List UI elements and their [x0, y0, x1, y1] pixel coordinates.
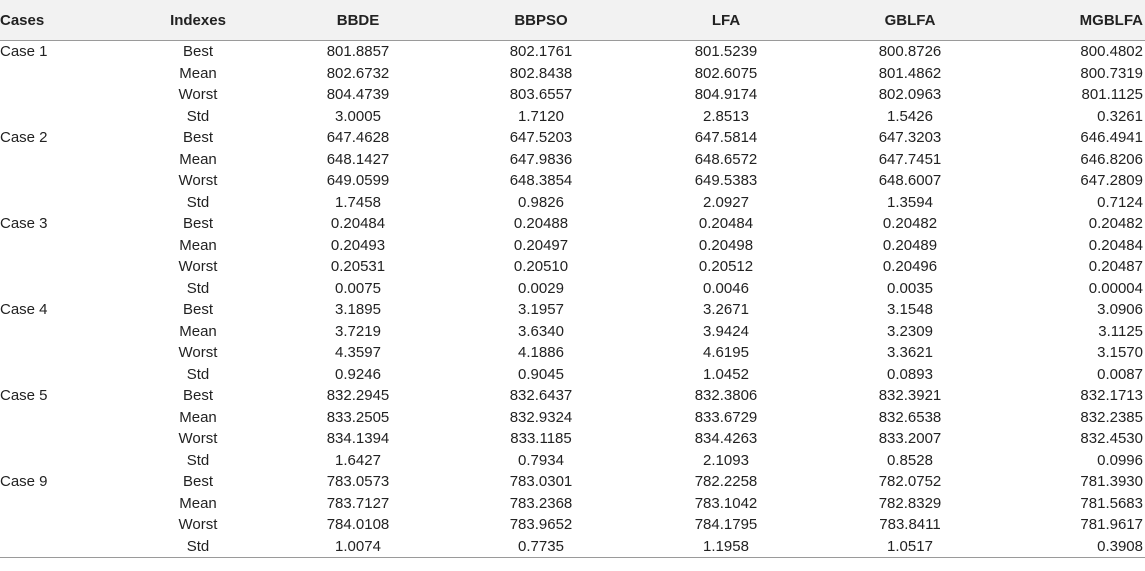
cell-indexes: Worst: [178, 344, 218, 362]
cell-bbpso: 832.9324: [509, 408, 573, 426]
table-row: [0, 428, 1145, 450]
table-row: [0, 192, 1145, 214]
cell-cases: [0, 192, 128, 214]
cell-bbpso: 3.6340: [518, 322, 564, 340]
table-row: [0, 342, 1145, 364]
table-row: [0, 149, 1145, 171]
cell-cases: [0, 256, 128, 278]
cell-bbde: 1.7458: [335, 193, 381, 211]
cell-cases: [0, 450, 128, 472]
cell-bbde: 784.0108: [326, 516, 390, 534]
cell-bbpso: 1.7120: [518, 107, 564, 125]
cell-lfa: 0.20484: [698, 215, 754, 233]
cell-gblfa: 3.1548: [887, 301, 933, 319]
cell-lfa: 0.0046: [703, 279, 749, 297]
cell-gblfa: 1.3594: [887, 193, 933, 211]
cell-mgblfa: 0.0996: [1097, 451, 1143, 469]
table-row: [0, 493, 1145, 515]
cell-indexes: Std: [186, 107, 210, 125]
table-row: [0, 407, 1145, 429]
cell-lfa: 648.6572: [694, 150, 758, 168]
cell-mgblfa: 646.4941: [1080, 129, 1143, 147]
cell-mgblfa: 832.2385: [1080, 408, 1143, 426]
cell-gblfa: 0.20489: [882, 236, 938, 254]
table-row: [0, 514, 1145, 536]
table-row: [0, 106, 1145, 128]
cell-cases: [0, 428, 128, 450]
header-row: [0, 0, 1145, 41]
cell-lfa: 2.0927: [703, 193, 749, 211]
cell-bbpso: 0.0029: [518, 279, 564, 297]
cell-lfa: 649.5383: [694, 172, 758, 190]
cell-gblfa: 0.0035: [887, 279, 933, 297]
cell-indexes: Mean: [179, 322, 217, 340]
cell-indexes: Mean: [179, 150, 217, 168]
cell-mgblfa: 3.1570: [1097, 344, 1143, 362]
cell-bbpso: 833.1185: [510, 430, 572, 448]
table-row: [0, 127, 1145, 149]
cell-bbpso: 783.2368: [509, 494, 573, 512]
table-row: [0, 63, 1145, 85]
cell-bbpso: 647.9836: [509, 150, 573, 168]
cell-lfa: 2.8513: [703, 107, 749, 125]
cell-bbde: 4.3597: [335, 344, 381, 362]
cell-mgblfa: 781.5683: [1080, 494, 1143, 512]
cell-bbpso: 3.1957: [518, 301, 564, 319]
cell-bbde: 0.9246: [335, 365, 381, 383]
cell-bbpso: 0.7934: [518, 451, 564, 469]
cell-indexes: Std: [186, 193, 210, 211]
cell-cases: [0, 321, 128, 343]
cell-mgblfa: 0.3908: [1002, 536, 1145, 558]
table-row: [0, 235, 1145, 257]
table-row: [0, 256, 1145, 278]
cell-bbde: 647.4628: [326, 129, 390, 147]
column-header-indexes: Indexes: [128, 0, 268, 41]
cell-cases: [0, 278, 128, 300]
cell-indexes: Std: [186, 365, 210, 383]
cell-mgblfa: 0.3261: [1097, 107, 1143, 125]
cell-bbpso: 802.1761: [509, 43, 573, 61]
cell-indexes: Worst: [178, 86, 218, 104]
cell-cases: [0, 493, 128, 515]
cell-lfa: 784.1795: [694, 516, 758, 534]
cell-bbde: 1.0074: [268, 536, 448, 558]
cell-lfa: 0.20512: [698, 258, 754, 276]
column-header-gblfa: GBLFA: [818, 0, 1002, 41]
cell-bbde: 833.2505: [326, 408, 390, 426]
cell-mgblfa: 3.1125: [1098, 322, 1143, 340]
cell-bbpso: 832.6437: [509, 387, 573, 405]
cell-lfa: 834.4263: [694, 430, 758, 448]
cell-gblfa: 833.2007: [878, 430, 942, 448]
cell-lfa: 1.0452: [703, 365, 749, 383]
cell-gblfa: 782.8329: [878, 494, 942, 512]
cell-lfa: 804.9174: [694, 86, 758, 104]
cell-indexes: Best: [182, 473, 213, 491]
cell-bbpso: 783.0301: [509, 473, 573, 491]
cell-bbde: 0.20493: [330, 236, 386, 254]
cell-indexes: Best: [182, 129, 213, 147]
cell-bbpso: 802.8438: [509, 64, 573, 82]
cell-indexes: Best: [182, 387, 213, 405]
cell-mgblfa: 0.7124: [1097, 193, 1143, 211]
cell-bbde: 0.20531: [330, 258, 386, 276]
cell-gblfa: 0.20482: [882, 215, 938, 233]
table-row: [0, 385, 1145, 407]
table-row: [0, 299, 1145, 321]
cell-bbpso: 4.1886: [518, 344, 564, 362]
cell-mgblfa: 800.7319: [1080, 64, 1143, 82]
cell-bbpso: 0.20488: [513, 215, 569, 233]
cell-bbde: 802.6732: [326, 64, 390, 82]
cell-lfa: 1.1958: [634, 536, 818, 558]
cell-bbpso: 0.20497: [513, 236, 569, 254]
cell-gblfa: 1.0517: [818, 536, 1002, 558]
cell-mgblfa: 0.0087: [1097, 365, 1143, 383]
cell-bbpso: 0.7735: [448, 536, 634, 558]
cell-mgblfa: 781.9617: [1080, 516, 1143, 534]
cell-lfa: 833.6729: [694, 408, 758, 426]
cell-bbde: 783.0573: [326, 473, 390, 491]
cell-gblfa: 648.6007: [878, 172, 942, 190]
cell-mgblfa: 832.4530: [1080, 430, 1143, 448]
cell-bbpso: 648.3854: [509, 172, 573, 190]
cell-indexes: Best: [182, 301, 213, 319]
cell-bbpso: 783.9652: [509, 516, 573, 534]
cell-cases: [0, 84, 128, 106]
cell-cases: [0, 170, 128, 192]
cell-bbde: 804.4739: [326, 86, 390, 104]
table-row: [0, 471, 1145, 493]
cell-bbde: 649.0599: [326, 172, 390, 190]
cell-indexes: Mean: [179, 494, 217, 512]
cell-gblfa: 802.0963: [878, 86, 942, 104]
cell-cases: [0, 536, 128, 558]
cell-indexes: Worst: [178, 258, 218, 276]
cell-lfa: 3.9424: [703, 322, 749, 340]
cell-cases: Case 3: [0, 215, 48, 233]
cell-bbpso: 647.5203: [509, 129, 573, 147]
cell-cases: Case 4: [0, 301, 48, 319]
cell-cases: Case 1: [0, 43, 48, 61]
cell-indexes: Std: [128, 536, 268, 558]
cell-cases: [0, 514, 128, 536]
column-header-bbde: BBDE: [268, 0, 448, 41]
column-header-mgblfa: MGBLFA: [1002, 0, 1145, 41]
column-header-lfa: LFA: [634, 0, 818, 41]
table-row: [0, 364, 1145, 386]
cell-indexes: Worst: [178, 430, 218, 448]
cell-gblfa: 800.8726: [878, 43, 942, 61]
cell-indexes: Std: [186, 279, 210, 297]
table-body: [0, 41, 1145, 558]
cell-mgblfa: 3.0906: [1097, 301, 1143, 319]
cell-gblfa: 782.0752: [878, 473, 942, 491]
cell-gblfa: 832.6538: [878, 408, 942, 426]
cell-bbpso: 803.6557: [509, 86, 573, 104]
cell-mgblfa: 0.20482: [1088, 215, 1143, 233]
cell-bbde: 0.0075: [335, 279, 381, 297]
cell-bbde: 832.2945: [326, 387, 390, 405]
cell-cases: Case 9: [0, 473, 48, 491]
cell-indexes: Mean: [179, 236, 217, 254]
table-row: [0, 170, 1145, 192]
cell-bbpso: 0.9045: [518, 365, 564, 383]
cell-cases: [0, 149, 128, 171]
cell-indexes: Std: [186, 451, 210, 469]
cell-bbde: 834.1394: [326, 430, 390, 448]
cell-mgblfa: 832.1713: [1080, 387, 1143, 405]
cell-lfa: 802.6075: [694, 64, 758, 82]
table-row: [0, 213, 1145, 235]
cell-lfa: 3.2671: [703, 301, 749, 319]
cell-lfa: 782.2258: [694, 473, 758, 491]
cell-mgblfa: 781.3930: [1080, 473, 1143, 491]
cell-cases: Case 2: [0, 129, 48, 147]
cell-gblfa: 0.20496: [882, 258, 938, 276]
cell-mgblfa: 800.4802: [1080, 43, 1143, 61]
cell-indexes: Mean: [179, 408, 217, 426]
cell-mgblfa: 0.00004: [1088, 279, 1143, 297]
table-row: [0, 450, 1145, 472]
cell-bbde: 3.1895: [335, 301, 381, 319]
cell-gblfa: 832.3921: [878, 387, 942, 405]
cell-cases: [0, 106, 128, 128]
cell-lfa: 647.5814: [694, 129, 758, 147]
cell-indexes: Best: [182, 215, 213, 233]
table-header: [0, 0, 1145, 41]
cell-gblfa: 647.3203: [878, 129, 942, 147]
cell-cases: [0, 364, 128, 386]
cell-lfa: 0.20498: [698, 236, 754, 254]
cell-bbde: 1.6427: [335, 451, 381, 469]
cell-lfa: 2.1093: [703, 451, 749, 469]
cell-gblfa: 0.8528: [887, 451, 933, 469]
column-header-cases: Cases: [0, 0, 128, 41]
cell-indexes: Mean: [179, 64, 217, 82]
cell-bbpso: 0.9826: [518, 193, 564, 211]
cell-gblfa: 3.2309: [887, 322, 933, 340]
cell-indexes: Worst: [178, 516, 218, 534]
cell-indexes: Worst: [178, 172, 218, 190]
cell-lfa: 801.5239: [694, 43, 758, 61]
cell-gblfa: 1.5426: [887, 107, 933, 125]
cell-mgblfa: 647.2809: [1080, 172, 1143, 190]
cell-bbde: 0.20484: [330, 215, 386, 233]
cell-mgblfa: 801.1125: [1081, 86, 1143, 104]
cell-gblfa: 783.8411: [879, 516, 941, 534]
cell-cases: Case 5: [0, 387, 48, 405]
cell-mgblfa: 646.8206: [1080, 150, 1143, 168]
cell-indexes: Best: [182, 43, 213, 61]
cell-cases: [0, 407, 128, 429]
table-row: [0, 536, 1145, 558]
cell-mgblfa: 0.20487: [1088, 258, 1143, 276]
cell-bbde: 3.0005: [335, 107, 381, 125]
cell-bbde: 801.8857: [326, 43, 390, 61]
cell-bbde: 3.7219: [335, 322, 381, 340]
cell-gblfa: 801.4862: [878, 64, 942, 82]
cell-gblfa: 647.7451: [878, 150, 942, 168]
table-row: [0, 41, 1145, 63]
column-header-bbpso: BBPSO: [448, 0, 634, 41]
cell-mgblfa: 0.20484: [1088, 236, 1143, 254]
cell-lfa: 4.6195: [703, 344, 749, 362]
cell-bbde: 783.7127: [326, 494, 390, 512]
table-row: [0, 321, 1145, 343]
cell-bbpso: 0.20510: [513, 258, 569, 276]
table-row: [0, 84, 1145, 106]
cell-cases: [0, 235, 128, 257]
cell-bbde: 648.1427: [326, 150, 390, 168]
cell-cases: [0, 342, 128, 364]
cell-gblfa: 3.3621: [887, 344, 933, 362]
cell-lfa: 832.3806: [694, 387, 758, 405]
cell-cases: [0, 63, 128, 85]
cell-gblfa: 0.0893: [887, 365, 933, 383]
cell-lfa: 783.1042: [694, 494, 758, 512]
table-row: [0, 278, 1145, 300]
